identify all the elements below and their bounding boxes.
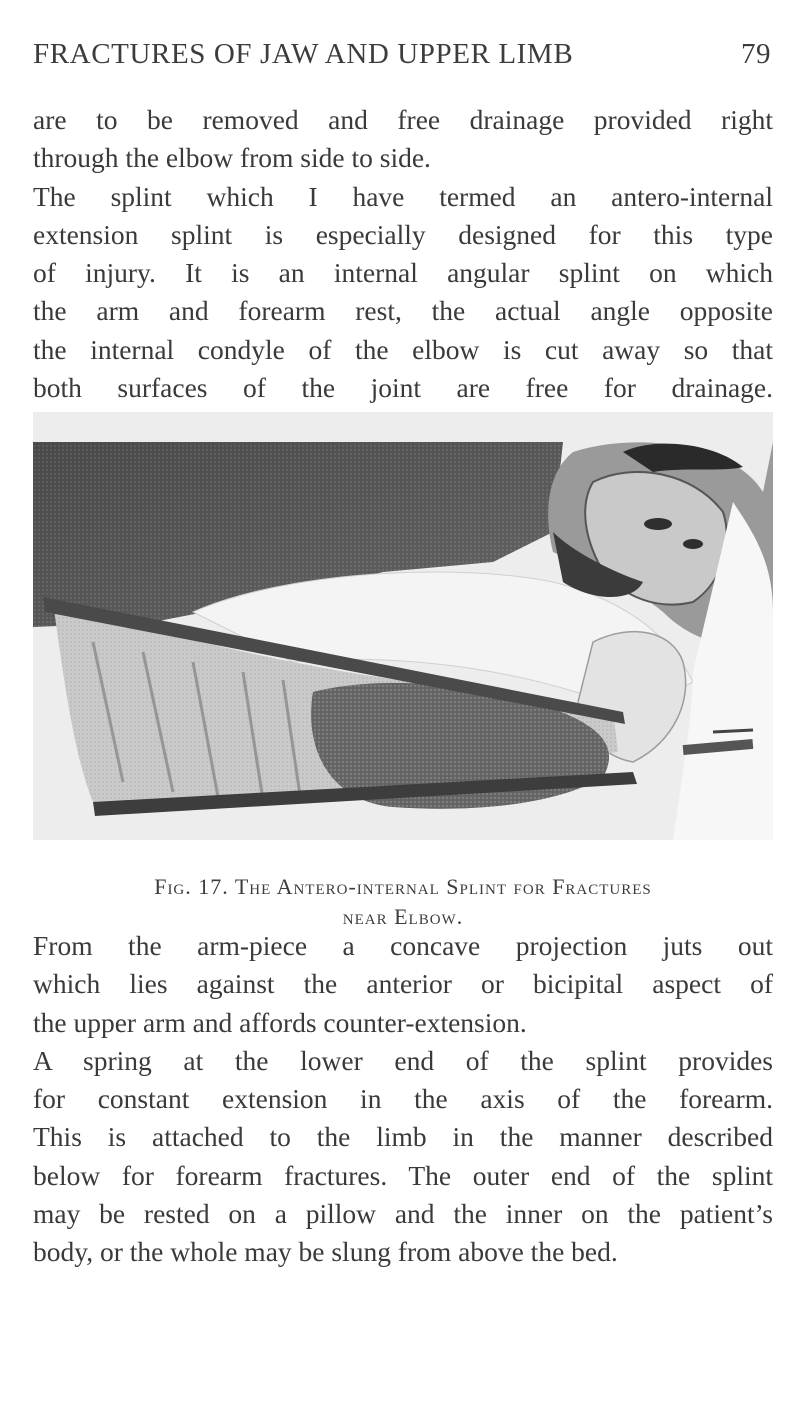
text-line: the upper arm and affords counter-extension. xyxy=(33,1006,527,1038)
running-head xyxy=(33,38,771,71)
text-line: From the arm-piece a concave projection juts out xyxy=(33,930,773,961)
text-line: both surfaces of the joint are free for drainage. xyxy=(33,372,773,404)
text-line: the arm and forearm rest, the actual angle opposite xyxy=(33,295,773,327)
text-line: extension splint is especially designed for this type xyxy=(33,218,773,250)
figure-photograph xyxy=(33,412,773,840)
page-number: 79 xyxy=(741,38,771,70)
text-line: A spring at the lower end of the splint provides xyxy=(33,1044,773,1076)
text-line: the internal condyle of the elbow is cut away so that xyxy=(33,333,773,365)
text-line: below for forearm fractures. The outer end of the splint xyxy=(33,1159,773,1191)
caption-line: Fig. 17. The Antero-internal Splint for Fractures xyxy=(154,874,652,899)
running-head-title: FRACTURES OF JAW AND UPPER LIMB xyxy=(33,38,574,70)
figure-caption xyxy=(33,872,773,932)
splint-photo-illustration xyxy=(33,412,773,840)
text-line: body, or the whole may be slung from above the bed. xyxy=(33,1236,618,1268)
text-line: through the elbow from side to side. xyxy=(33,142,431,174)
paragraph-block-bottom xyxy=(33,927,773,1272)
text-line: which lies against the anterior or bicipital aspect of xyxy=(33,968,773,1000)
text-line: may be rested on a pillow and the inner on the patient’s xyxy=(33,1198,773,1230)
paragraph-block-top xyxy=(33,101,773,407)
text-line: of injury. It is an internal angular splint on which xyxy=(33,257,773,289)
text-line: for constant extension in the axis of the forearm. xyxy=(33,1083,773,1115)
caption-line: near Elbow. xyxy=(342,904,464,929)
text-line: The splint which I have termed an antero-internal xyxy=(33,180,773,212)
text-line: are to be removed and free drainage provided right xyxy=(33,104,773,135)
text-line: This is attached to the limb in the manner described xyxy=(33,1121,773,1153)
